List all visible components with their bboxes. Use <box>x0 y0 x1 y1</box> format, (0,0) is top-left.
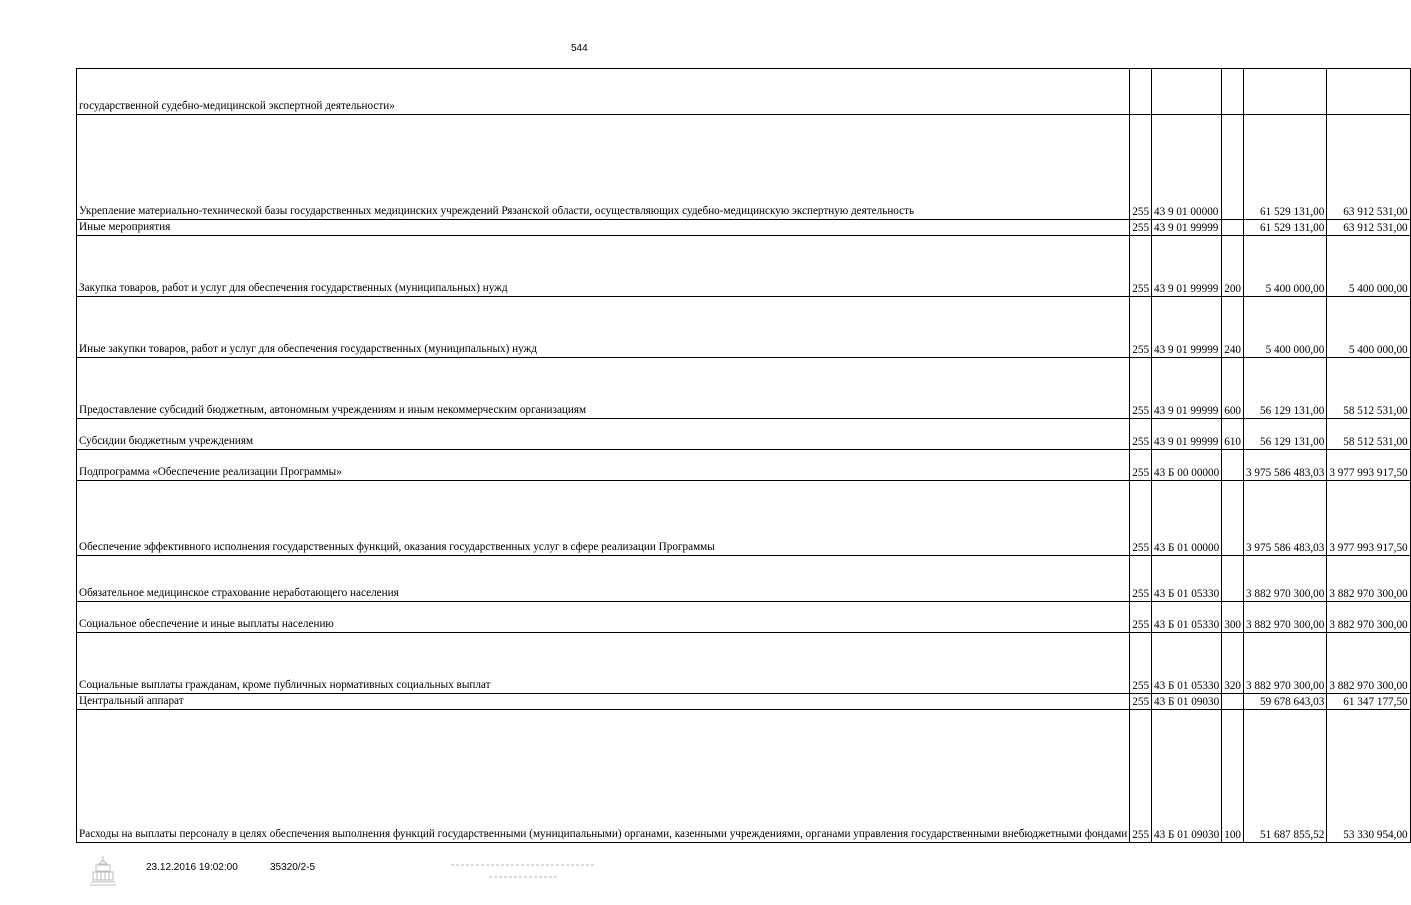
footer-document-number: 35320/2-5 <box>270 862 316 873</box>
row-vr <box>1222 220 1244 236</box>
row-csr: 43 Б 00 00000 <box>1152 450 1222 481</box>
row-vr: 320 <box>1222 633 1244 694</box>
row-csr: 43 9 01 99999 <box>1152 358 1222 419</box>
row-name: Обеспечение эффективного исполнения государственных функций, оказания государственных услуг в сфере реализации Программы <box>77 481 1130 556</box>
row-amount-2017 <box>1244 69 1327 115</box>
row-code: 255 <box>1130 297 1152 358</box>
row-vr <box>1222 481 1244 556</box>
row-amount-2017: 3 882 970 300,00 <box>1244 556 1327 602</box>
row-amount-2017: 3 975 586 483,03 <box>1244 450 1327 481</box>
row-amount-2018: 5 400 000,00 <box>1327 236 1410 297</box>
row-name: Социальные выплаты гражданам, кроме публичных нормативных социальных выплат <box>77 633 1130 694</box>
row-csr: 43 9 01 00000 <box>1152 115 1222 220</box>
row-csr: 43 Б 01 00000 <box>1152 481 1222 556</box>
row-amount-2018: 3 882 970 300,00 <box>1327 602 1410 633</box>
row-amount-2018: 3 977 993 917,50 <box>1327 481 1410 556</box>
row-vr <box>1222 69 1244 115</box>
page-number: 544 <box>571 43 588 54</box>
table-row <box>77 220 1411 236</box>
row-amount-2018: 58 512 531,00 <box>1327 419 1410 450</box>
row-name: Подпрограмма «Обеспечение реализации Программы» <box>77 450 1130 481</box>
row-amount-2018: 3 882 970 300,00 <box>1327 556 1410 602</box>
row-name: Обязательное медицинское страхование неработающего населения <box>77 556 1130 602</box>
row-name: Предоставление субсидий бюджетным, автономным учреждениям и иным некоммерческим организациям <box>77 358 1130 419</box>
row-name: Социальное обеспечение и иные выплаты населению <box>77 602 1130 633</box>
document-footer <box>0 858 640 898</box>
row-amount-2017: 61 529 131,00 <box>1244 220 1327 236</box>
row-code: 255 <box>1130 419 1152 450</box>
table-row <box>77 419 1411 450</box>
row-code: 255 <box>1130 602 1152 633</box>
row-vr: 600 <box>1222 358 1244 419</box>
table-row <box>77 694 1411 710</box>
row-vr: 200 <box>1222 236 1244 297</box>
row-csr: 43 Б 01 05330 <box>1152 602 1222 633</box>
row-code: 255 <box>1130 236 1152 297</box>
table-row <box>77 556 1411 602</box>
row-vr: 240 <box>1222 297 1244 358</box>
row-amount-2018: 3 882 970 300,00 <box>1327 633 1410 694</box>
row-code: 255 <box>1130 358 1152 419</box>
row-vr: 610 <box>1222 419 1244 450</box>
row-csr: 43 Б 01 09030 <box>1152 710 1222 843</box>
row-csr: 43 9 01 99999 <box>1152 419 1222 450</box>
table-row <box>77 236 1411 297</box>
row-vr: 300 <box>1222 602 1244 633</box>
row-vr <box>1222 694 1244 710</box>
row-amount-2017: 61 529 131,00 <box>1244 115 1327 220</box>
row-amount-2018: 3 977 993 917,50 <box>1327 450 1410 481</box>
building-stamp-icon <box>88 854 118 888</box>
row-amount-2017: 56 129 131,00 <box>1244 358 1327 419</box>
table-row <box>77 115 1411 220</box>
row-code: 255 <box>1130 710 1152 843</box>
table-row <box>77 69 1411 115</box>
row-amount-2018 <box>1327 69 1410 115</box>
row-csr: 43 Б 01 05330 <box>1152 633 1222 694</box>
row-csr <box>1152 69 1222 115</box>
table-row <box>77 481 1411 556</box>
table-row <box>77 358 1411 419</box>
table-row <box>77 297 1411 358</box>
table-row <box>77 633 1411 694</box>
budget-table <box>76 68 1411 843</box>
row-amount-2017: 5 400 000,00 <box>1244 297 1327 358</box>
row-code: 255 <box>1130 481 1152 556</box>
row-amount-2018: 5 400 000,00 <box>1327 297 1410 358</box>
row-code: 255 <box>1130 115 1152 220</box>
row-csr: 43 Б 01 09030 <box>1152 694 1222 710</box>
row-amount-2018: 63 912 531,00 <box>1327 220 1410 236</box>
row-amount-2017: 51 687 855,52 <box>1244 710 1327 843</box>
table-row <box>77 602 1411 633</box>
row-vr <box>1222 115 1244 220</box>
row-amount-2017: 3 882 970 300,00 <box>1244 602 1327 633</box>
row-name: государственной судебно-медицинской экспертной деятельности» <box>77 69 1130 115</box>
row-amount-2018: 53 330 954,00 <box>1327 710 1410 843</box>
row-name: Иные мероприятия <box>77 220 1130 236</box>
row-code: 255 <box>1130 556 1152 602</box>
row-csr: 43 9 01 99999 <box>1152 297 1222 358</box>
row-csr: 43 Б 01 05330 <box>1152 556 1222 602</box>
row-name: Закупка товаров, работ и услуг для обеспечения государственных (муниципальных) нужд <box>77 236 1130 297</box>
row-csr: 43 9 01 99999 <box>1152 236 1222 297</box>
row-amount-2018: 58 512 531,00 <box>1327 358 1410 419</box>
row-code: 255 <box>1130 633 1152 694</box>
footer-timestamp: 23.12.2016 19:02:00 <box>146 862 238 873</box>
row-name: Центральный аппарат <box>77 694 1130 710</box>
row-name: Иные закупки товаров, работ и услуг для обеспечения государственных (муниципальных) нужд <box>77 297 1130 358</box>
row-name: Укрепление материально-технической базы государственных медицинских учреждений Рязанской области, осуществляющих судебно-медицинскую экспертную деятельность <box>77 115 1130 220</box>
row-name: Расходы на выплаты персоналу в целях обеспечения выполнения функций государственными (муниципальными) органами, казенными учреждениями, органами управления государственными внебюджетными фондами <box>77 710 1130 843</box>
row-vr: 100 <box>1222 710 1244 843</box>
row-code: 255 <box>1130 450 1152 481</box>
row-amount-2017: 59 678 643,03 <box>1244 694 1327 710</box>
row-code: 255 <box>1130 694 1152 710</box>
table-row <box>77 710 1411 843</box>
row-amount-2017: 56 129 131,00 <box>1244 419 1327 450</box>
footer-faded-watermark <box>445 858 605 891</box>
row-vr <box>1222 556 1244 602</box>
row-code: 255 <box>1130 220 1152 236</box>
table-row <box>77 450 1411 481</box>
row-code <box>1130 69 1152 115</box>
row-amount-2018: 63 912 531,00 <box>1327 115 1410 220</box>
row-vr <box>1222 450 1244 481</box>
row-amount-2017: 3 882 970 300,00 <box>1244 633 1327 694</box>
row-amount-2017: 3 975 586 483,03 <box>1244 481 1327 556</box>
row-name: Субсидии бюджетным учреждениям <box>77 419 1130 450</box>
row-amount-2017: 5 400 000,00 <box>1244 236 1327 297</box>
row-csr: 43 9 01 99999 <box>1152 220 1222 236</box>
row-amount-2018: 61 347 177,50 <box>1327 694 1410 710</box>
